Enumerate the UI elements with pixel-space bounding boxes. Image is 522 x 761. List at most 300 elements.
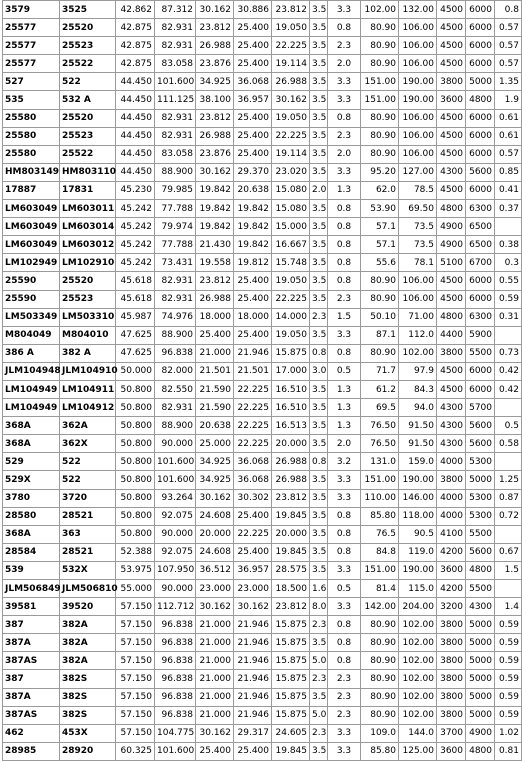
- cell-dynamic-load: 80.90: [361, 290, 399, 308]
- cell-speed-oil: 5000: [466, 670, 495, 688]
- cell-width-c: 15.875: [272, 670, 310, 688]
- cell-radius-r1: 1.3: [328, 399, 361, 417]
- cell-width-t: 26.988: [196, 127, 234, 145]
- cell-outer-d: 73.431: [155, 254, 196, 272]
- cell-cup-part-number: 453X: [60, 724, 116, 742]
- cell-weight: 0.5: [495, 417, 522, 435]
- cell-cone-part-number: 462: [3, 724, 60, 742]
- cell-weight: 0.55: [495, 272, 522, 290]
- cell-static-load: 106.00: [399, 272, 437, 290]
- cell-radius-r1: 0.8: [328, 344, 361, 362]
- cell-bore-d: 45.987: [116, 308, 155, 326]
- cell-width-b: 25.400: [234, 127, 272, 145]
- cell-outer-d: 101.600: [155, 453, 196, 471]
- cell-cone-part-number: 539: [3, 561, 60, 579]
- cell-outer-d: 79.974: [155, 218, 196, 236]
- cell-cup-part-number: 25520: [60, 272, 116, 290]
- cell-width-b: 22.225: [234, 399, 272, 417]
- cell-radius-r: 3.5: [310, 525, 328, 543]
- cell-cone-part-number: 25577: [3, 19, 60, 37]
- cell-radius-r1: 2.0: [328, 55, 361, 73]
- cell-cup-part-number: 382S: [60, 670, 116, 688]
- cell-radius-r1: 0.8: [328, 236, 361, 254]
- cell-speed-grease: 3700: [437, 724, 466, 742]
- cell-width-c: 23.812: [272, 489, 310, 507]
- cell-width-b: 19.842: [234, 236, 272, 254]
- cell-speed-grease: 3800: [437, 634, 466, 652]
- cell-width-b: 25.400: [234, 326, 272, 344]
- cell-speed-oil: 5500: [466, 580, 495, 598]
- cell-radius-r: 3.5: [310, 1, 328, 19]
- cell-width-t: 23.812: [196, 272, 234, 290]
- cell-dynamic-load: 109.0: [361, 724, 399, 742]
- cell-outer-d: 101.600: [155, 742, 196, 760]
- cell-width-b: 36.957: [234, 91, 272, 109]
- cell-outer-d: 82.931: [155, 37, 196, 55]
- cell-radius-r1: 0.8: [328, 543, 361, 561]
- cell-width-t: 25.000: [196, 435, 234, 453]
- cell-width-b: 18.000: [234, 308, 272, 326]
- table-row: [3, 73, 522, 91]
- cell-speed-grease: 4500: [437, 290, 466, 308]
- cell-width-c: 23.020: [272, 163, 310, 181]
- cell-dynamic-load: 76.50: [361, 417, 399, 435]
- table-row: [3, 453, 522, 471]
- cell-dynamic-load: 110.00: [361, 489, 399, 507]
- cell-radius-r: 3.5: [310, 507, 328, 525]
- cell-speed-grease: 4100: [437, 525, 466, 543]
- cell-width-b: 29.317: [234, 724, 272, 742]
- cell-outer-d: 96.838: [155, 706, 196, 724]
- cell-bore-d: 44.450: [116, 145, 155, 163]
- cell-outer-d: 96.838: [155, 344, 196, 362]
- cell-cone-part-number: JLM506849: [3, 580, 60, 598]
- cell-weight: 0.8: [495, 1, 522, 19]
- cell-weight: 0.57: [495, 19, 522, 37]
- cell-dynamic-load: 80.90: [361, 652, 399, 670]
- cell-static-load: 106.00: [399, 109, 437, 127]
- cell-width-t: 19.842: [196, 200, 234, 218]
- cell-width-b: 36.957: [234, 561, 272, 579]
- cell-speed-grease: 3800: [437, 688, 466, 706]
- cell-cup-part-number: LM104912: [60, 399, 116, 417]
- cell-radius-r1: 3.3: [328, 471, 361, 489]
- cell-speed-oil: 6500: [466, 236, 495, 254]
- cell-width-b: 36.068: [234, 73, 272, 91]
- cell-outer-d: 82.931: [155, 19, 196, 37]
- cell-cone-part-number: 28580: [3, 507, 60, 525]
- cell-weight: 1.25: [495, 471, 522, 489]
- cell-weight: [495, 326, 522, 344]
- cell-speed-oil: 5500: [466, 525, 495, 543]
- cell-bore-d: 50.800: [116, 380, 155, 398]
- cell-bore-d: 57.150: [116, 652, 155, 670]
- cell-width-t: 21.000: [196, 670, 234, 688]
- cell-radius-r: 3.5: [310, 742, 328, 760]
- cell-width-t: 18.000: [196, 308, 234, 326]
- cell-bore-d: 45.618: [116, 272, 155, 290]
- cell-speed-oil: 6000: [466, 362, 495, 380]
- cell-width-t: 30.162: [196, 489, 234, 507]
- cell-cone-part-number: 17887: [3, 181, 60, 199]
- cell-width-b: 21.501: [234, 362, 272, 380]
- cell-radius-r: 3.5: [310, 380, 328, 398]
- cell-speed-grease: 4300: [437, 163, 466, 181]
- cell-static-load: 106.00: [399, 37, 437, 55]
- cell-width-b: 30.302: [234, 489, 272, 507]
- cell-weight: 0.61: [495, 127, 522, 145]
- cell-cone-part-number: 3579: [3, 1, 60, 19]
- cell-cup-part-number: LM102910: [60, 254, 116, 272]
- cell-cup-part-number: 522: [60, 471, 116, 489]
- cell-dynamic-load: 85.80: [361, 507, 399, 525]
- bearing-spec-table: [2, 0, 522, 761]
- cell-static-load: 73.5: [399, 236, 437, 254]
- cell-speed-grease: 3800: [437, 471, 466, 489]
- cell-weight: [495, 399, 522, 417]
- cell-outer-d: 88.900: [155, 326, 196, 344]
- cell-weight: 0.72: [495, 507, 522, 525]
- cell-weight: 0.3: [495, 254, 522, 272]
- cell-static-load: 102.00: [399, 616, 437, 634]
- cell-weight: 0.42: [495, 380, 522, 398]
- cell-speed-oil: 6000: [466, 127, 495, 145]
- cell-width-b: 21.946: [234, 344, 272, 362]
- cell-cup-part-number: 25520: [60, 109, 116, 127]
- cell-radius-r1: 0.8: [328, 109, 361, 127]
- cell-dynamic-load: 85.80: [361, 742, 399, 760]
- cell-static-load: 91.50: [399, 435, 437, 453]
- cell-dynamic-load: 102.00: [361, 1, 399, 19]
- cell-weight: 0.37: [495, 200, 522, 218]
- cell-radius-r1: 3.2: [328, 453, 361, 471]
- cell-speed-grease: 4300: [437, 417, 466, 435]
- cell-width-c: 15.875: [272, 706, 310, 724]
- cell-dynamic-load: 80.90: [361, 127, 399, 145]
- cell-cone-part-number: 387A: [3, 688, 60, 706]
- table-row: [3, 706, 522, 724]
- cell-cone-part-number: 368A: [3, 435, 60, 453]
- cell-dynamic-load: 76.50: [361, 435, 399, 453]
- cell-bore-d: 57.150: [116, 598, 155, 616]
- cell-speed-grease: 3600: [437, 91, 466, 109]
- cell-static-load: 190.00: [399, 73, 437, 91]
- cell-static-load: 144.0: [399, 724, 437, 742]
- cell-width-c: 19.114: [272, 55, 310, 73]
- cell-radius-r1: 3.3: [328, 489, 361, 507]
- cell-bore-d: 50.800: [116, 471, 155, 489]
- cell-width-t: 34.925: [196, 73, 234, 91]
- cell-width-c: 15.875: [272, 344, 310, 362]
- cell-width-t: 23.812: [196, 19, 234, 37]
- cell-radius-r: 3.5: [310, 109, 328, 127]
- cell-cup-part-number: 382 A: [60, 344, 116, 362]
- cell-width-c: 22.225: [272, 290, 310, 308]
- cell-dynamic-load: 80.90: [361, 706, 399, 724]
- cell-width-c: 20.000: [272, 435, 310, 453]
- table-row: [3, 181, 522, 199]
- cell-width-c: 26.988: [272, 73, 310, 91]
- cell-width-t: 34.925: [196, 471, 234, 489]
- table-row: [3, 344, 522, 362]
- table-row: [3, 145, 522, 163]
- cell-radius-r1: 0.8: [328, 525, 361, 543]
- cell-radius-r: 3.5: [310, 218, 328, 236]
- cell-cup-part-number: 382S: [60, 706, 116, 724]
- cell-radius-r: 3.5: [310, 163, 328, 181]
- cell-bore-d: 47.625: [116, 344, 155, 362]
- cell-outer-d: 77.788: [155, 200, 196, 218]
- cell-radius-r: 2.0: [310, 181, 328, 199]
- cell-static-load: 71.00: [399, 308, 437, 326]
- cell-cup-part-number: LM104911: [60, 380, 116, 398]
- cell-cup-part-number: 28920: [60, 742, 116, 760]
- cell-width-c: 15.000: [272, 218, 310, 236]
- cell-dynamic-load: 80.90: [361, 19, 399, 37]
- cell-width-t: 23.812: [196, 109, 234, 127]
- cell-width-t: 30.162: [196, 1, 234, 19]
- cell-weight: 1.9: [495, 91, 522, 109]
- cell-radius-r: 3.5: [310, 543, 328, 561]
- cell-width-b: 19.842: [234, 200, 272, 218]
- table-row: [3, 435, 522, 453]
- cell-radius-r1: 0.8: [328, 507, 361, 525]
- cell-radius-r: 3.5: [310, 254, 328, 272]
- cell-cone-part-number: 535: [3, 91, 60, 109]
- cell-radius-r1: 0.5: [328, 580, 361, 598]
- cell-width-c: 19.050: [272, 326, 310, 344]
- cell-weight: 0.57: [495, 37, 522, 55]
- cell-speed-oil: 5600: [466, 163, 495, 181]
- cell-speed-oil: 5300: [466, 489, 495, 507]
- cell-cone-part-number: LM603049: [3, 200, 60, 218]
- cell-width-b: 36.068: [234, 453, 272, 471]
- cell-outer-d: 82.931: [155, 399, 196, 417]
- cell-width-b: 19.842: [234, 218, 272, 236]
- cell-bore-d: 53.975: [116, 561, 155, 579]
- cell-speed-grease: 3800: [437, 670, 466, 688]
- cell-speed-oil: 5000: [466, 73, 495, 91]
- cell-radius-r: 3.5: [310, 634, 328, 652]
- table-row: [3, 19, 522, 37]
- cell-bore-d: 57.150: [116, 670, 155, 688]
- cell-outer-d: 82.931: [155, 272, 196, 290]
- cell-width-c: 19.845: [272, 543, 310, 561]
- cell-radius-r: 3.5: [310, 272, 328, 290]
- cell-weight: 0.59: [495, 688, 522, 706]
- cell-width-c: 28.575: [272, 561, 310, 579]
- cell-dynamic-load: 142.00: [361, 598, 399, 616]
- cell-cup-part-number: 382A: [60, 616, 116, 634]
- cell-speed-oil: 6000: [466, 19, 495, 37]
- table-row: [3, 561, 522, 579]
- cell-width-t: 23.876: [196, 145, 234, 163]
- cell-dynamic-load: 151.00: [361, 73, 399, 91]
- cell-speed-oil: 5000: [466, 688, 495, 706]
- cell-cone-part-number: 25590: [3, 290, 60, 308]
- cell-width-c: 19.050: [272, 109, 310, 127]
- cell-bore-d: 50.800: [116, 399, 155, 417]
- cell-radius-r: 2.3: [310, 724, 328, 742]
- cell-width-b: 19.812: [234, 254, 272, 272]
- cell-weight: 0.61: [495, 109, 522, 127]
- cell-cup-part-number: 522: [60, 73, 116, 91]
- cell-bore-d: 50.800: [116, 417, 155, 435]
- cell-radius-r: 5.0: [310, 652, 328, 670]
- cell-dynamic-load: 80.90: [361, 634, 399, 652]
- cell-dynamic-load: 80.90: [361, 109, 399, 127]
- cell-dynamic-load: 151.00: [361, 471, 399, 489]
- cell-bore-d: 50.800: [116, 489, 155, 507]
- cell-cone-part-number: 28985: [3, 742, 60, 760]
- cell-speed-oil: 6300: [466, 308, 495, 326]
- cell-speed-grease: 4000: [437, 453, 466, 471]
- cell-width-b: 21.946: [234, 616, 272, 634]
- cell-width-b: 22.225: [234, 435, 272, 453]
- cell-cup-part-number: 382A: [60, 634, 116, 652]
- table-row: [3, 688, 522, 706]
- cell-cup-part-number: 25523: [60, 127, 116, 145]
- cell-static-load: 102.00: [399, 344, 437, 362]
- cell-radius-r1: 2.3: [328, 290, 361, 308]
- cell-speed-grease: 4900: [437, 236, 466, 254]
- cell-weight: 0.31: [495, 308, 522, 326]
- cell-static-load: 159.0: [399, 453, 437, 471]
- cell-cup-part-number: LM603011: [60, 200, 116, 218]
- cell-bore-d: 57.150: [116, 616, 155, 634]
- cell-width-c: 30.162: [272, 91, 310, 109]
- cell-weight: 0.87: [495, 489, 522, 507]
- cell-weight: [495, 580, 522, 598]
- cell-static-load: 106.00: [399, 19, 437, 37]
- cell-bore-d: 44.450: [116, 91, 155, 109]
- cell-cup-part-number: 28521: [60, 507, 116, 525]
- cell-bore-d: 52.388: [116, 543, 155, 561]
- cell-cone-part-number: 368A: [3, 525, 60, 543]
- cell-speed-grease: 4500: [437, 272, 466, 290]
- cell-cup-part-number: 3720: [60, 489, 116, 507]
- table-row: [3, 399, 522, 417]
- table-row: [3, 598, 522, 616]
- cell-static-load: 112.0: [399, 326, 437, 344]
- cell-width-b: 22.225: [234, 380, 272, 398]
- cell-width-b: 23.000: [234, 580, 272, 598]
- cell-width-c: 15.875: [272, 616, 310, 634]
- cell-radius-r1: 2.3: [328, 37, 361, 55]
- cell-speed-oil: 6000: [466, 37, 495, 55]
- cell-outer-d: 87.312: [155, 1, 196, 19]
- cell-static-load: 118.00: [399, 507, 437, 525]
- cell-speed-grease: 3600: [437, 742, 466, 760]
- cell-bore-d: 42.875: [116, 55, 155, 73]
- cell-width-c: 22.225: [272, 37, 310, 55]
- cell-dynamic-load: 76.5: [361, 525, 399, 543]
- cell-bore-d: 44.450: [116, 109, 155, 127]
- cell-cup-part-number: 532 A: [60, 91, 116, 109]
- cell-static-load: 69.50: [399, 200, 437, 218]
- cell-speed-oil: 6000: [466, 145, 495, 163]
- table-row: [3, 37, 522, 55]
- cell-cup-part-number: 532X: [60, 561, 116, 579]
- cell-width-c: 17.000: [272, 362, 310, 380]
- cell-bore-d: 60.325: [116, 742, 155, 760]
- cell-radius-r: 0.8: [310, 453, 328, 471]
- cell-speed-oil: 6300: [466, 200, 495, 218]
- cell-cone-part-number: 387AS: [3, 706, 60, 724]
- cell-bore-d: 50.800: [116, 507, 155, 525]
- cell-width-t: 38.100: [196, 91, 234, 109]
- cell-width-t: 25.400: [196, 742, 234, 760]
- cell-weight: 0.57: [495, 55, 522, 73]
- cell-radius-r1: 1.3: [328, 380, 361, 398]
- cell-cup-part-number: 39520: [60, 598, 116, 616]
- cell-cone-part-number: 529: [3, 453, 60, 471]
- cell-radius-r: 3.5: [310, 471, 328, 489]
- cell-speed-oil: 4800: [466, 742, 495, 760]
- table-row: [3, 218, 522, 236]
- cell-speed-grease: 4900: [437, 218, 466, 236]
- cell-dynamic-load: 80.90: [361, 670, 399, 688]
- cell-weight: 1.35: [495, 73, 522, 91]
- cell-cup-part-number: 25523: [60, 290, 116, 308]
- cell-weight: 1.4: [495, 598, 522, 616]
- cell-cone-part-number: 25577: [3, 55, 60, 73]
- cell-dynamic-load: 80.90: [361, 145, 399, 163]
- cell-dynamic-load: 95.20: [361, 163, 399, 181]
- table-row: [3, 109, 522, 127]
- cell-dynamic-load: 55.6: [361, 254, 399, 272]
- cell-speed-oil: 5000: [466, 652, 495, 670]
- cell-speed-grease: 4500: [437, 1, 466, 19]
- cell-radius-r1: 3.3: [328, 742, 361, 760]
- cell-radius-r: 3.5: [310, 326, 328, 344]
- cell-radius-r: 3.5: [310, 55, 328, 73]
- cell-bore-d: 44.450: [116, 73, 155, 91]
- cell-weight: 0.58: [495, 435, 522, 453]
- cell-outer-d: 92.075: [155, 543, 196, 561]
- cell-width-t: 30.162: [196, 163, 234, 181]
- cell-speed-grease: 4000: [437, 507, 466, 525]
- cell-weight: 0.59: [495, 670, 522, 688]
- cell-radius-r1: 1.3: [328, 181, 361, 199]
- cell-weight: 0.59: [495, 652, 522, 670]
- cell-speed-grease: 4500: [437, 55, 466, 73]
- cell-radius-r: 3.5: [310, 19, 328, 37]
- cell-cup-part-number: 362X: [60, 435, 116, 453]
- cell-cup-part-number: 362A: [60, 417, 116, 435]
- cell-width-t: 21.590: [196, 399, 234, 417]
- cell-radius-r1: 3.3: [328, 724, 361, 742]
- cell-radius-r: 3.0: [310, 362, 328, 380]
- cell-width-b: 29.370: [234, 163, 272, 181]
- cell-width-c: 19.050: [272, 19, 310, 37]
- cell-outer-d: 82.550: [155, 380, 196, 398]
- cell-width-c: 19.845: [272, 742, 310, 760]
- cell-width-t: 21.000: [196, 688, 234, 706]
- cell-width-t: 21.000: [196, 344, 234, 362]
- cell-speed-grease: 4500: [437, 380, 466, 398]
- cell-static-load: 190.00: [399, 91, 437, 109]
- cell-dynamic-load: 151.00: [361, 561, 399, 579]
- cell-static-load: 102.00: [399, 634, 437, 652]
- table-row: [3, 634, 522, 652]
- cell-width-t: 30.162: [196, 724, 234, 742]
- cell-bore-d: 44.450: [116, 163, 155, 181]
- cell-outer-d: 111.125: [155, 91, 196, 109]
- cell-speed-oil: 5600: [466, 417, 495, 435]
- cell-static-load: 84.3: [399, 380, 437, 398]
- cell-cup-part-number: 3525: [60, 1, 116, 19]
